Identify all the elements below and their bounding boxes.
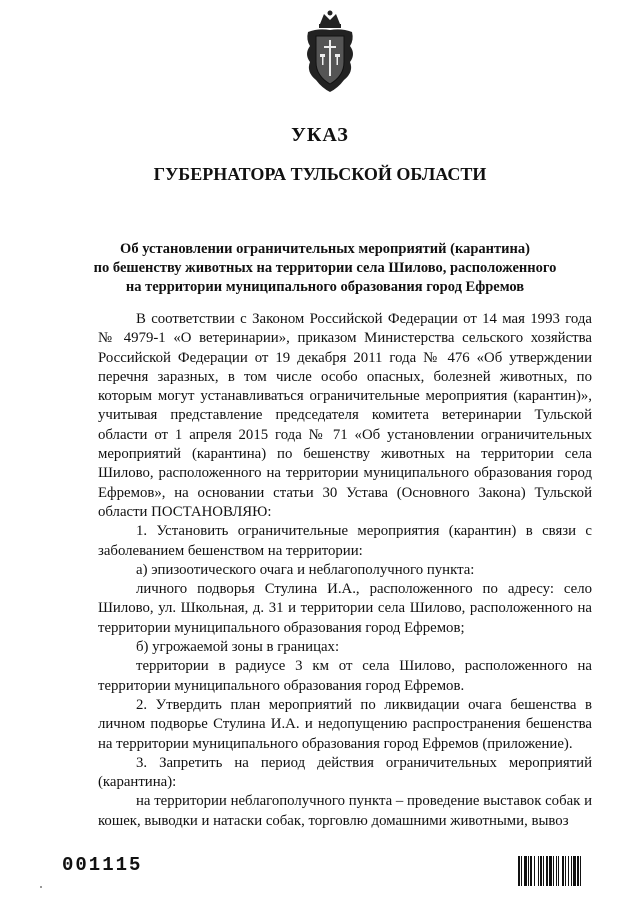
clause-2: 2. Утвердить план мероприятий по ликвидации очага бешенства в личном подворье Стулина И.А. и недопущению распространения бешенства на территории муниципального образования город Ефремов (приложение). bbox=[98, 696, 592, 752]
clause-3: 3. Запретить на период действия ограничительных мероприятий (карантина): bbox=[98, 754, 592, 791]
clause-1b: б) угрожаемой зоны в границах: bbox=[136, 639, 340, 656]
clause-1a-text: личного подворья Стулина И.А., расположенного по адресу: село Шилово, ул. Школьная, д. 31 и территории села Шилово, расположенного на территории муниципального образования город Ефремов; bbox=[98, 581, 592, 636]
barcode-icon bbox=[518, 856, 614, 886]
clause-1: 1. Установить ограничительные мероприятия (карантин) в связи с заболеванием бешенством на территории: bbox=[98, 523, 592, 559]
clause-3-text: на территории неблагополучного пункта – проведение выставок собак и кошек, выводки и натаски собак, торговлю домашними животными, вывоз bbox=[98, 793, 592, 829]
issuer-title: ГУБЕРНАТОРА ТУЛЬСКОЙ ОБЛАСТИ bbox=[153, 164, 487, 184]
decree-subject bbox=[90, 240, 560, 297]
decree-body bbox=[98, 310, 592, 831]
preamble-paragraph: В соответствии с Законом Российской Федерации от 14 мая 1993 года № 4979-1 «О ветеринарии», приказом Министерства сельского хозяйства Российской Федерации от 19 декабря 2011 года № 476 «Об утверждении перечня заразных, в том числе особо опасных, болезней животных, по которым могут устанавливаться ограничительные мероприятия (карантин)», учитывая представление председателя комитета ветеринарии Тульской области от 1 апреля 2015 года № 71 «Об установлении ограничительных мероприятий (карантина) по бешенству животных на территории села Шилово, расположенного на территории муниципального образования город Ефремов», на основании статьи 30 Устава (Основного Закона) Тульской области ПОСТАНОВЛЯЮ: bbox=[98, 311, 592, 520]
clause-1b-text: территории в радиусе 3 км от села Шилово, расположенного на территории муниципального образования город Ефремов. bbox=[98, 658, 592, 694]
subject-line: Об установлении ограничительных мероприятий (карантина) bbox=[120, 241, 530, 257]
coat-of-arms-icon bbox=[302, 10, 358, 94]
scan-dot bbox=[40, 886, 42, 888]
clause-1a: а) эпизоотического очага и неблагополучного пункта: bbox=[136, 561, 475, 578]
document-type-title: УКАЗ bbox=[291, 124, 349, 146]
subject-line: по бешенству животных на территории села Шилово, расположенного bbox=[93, 260, 557, 276]
subject-line: на территории муниципального образования город Ефремов bbox=[125, 279, 525, 295]
document-number: 001115 bbox=[62, 854, 143, 876]
